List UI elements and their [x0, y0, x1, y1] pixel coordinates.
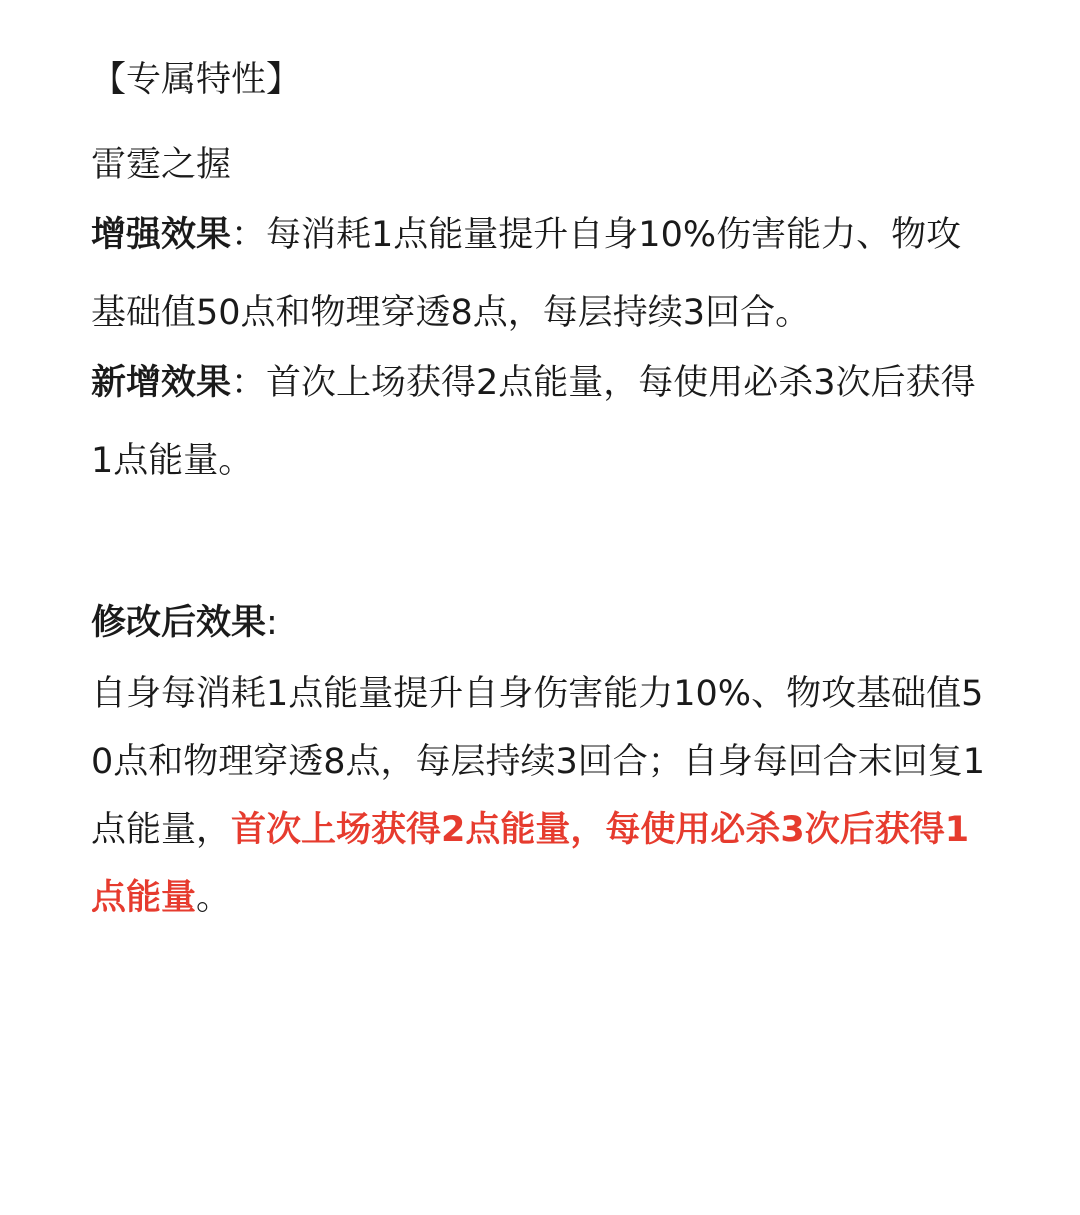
skill-name: 雷霆之握 — [91, 145, 232, 185]
modified-effect-text: 自身每消耗1点能量提升自身伤害能力10%、物攻基础值50点和物理穿透8点，每层持续3回合；自身每回合末回复1点能量， — [91, 674, 986, 850]
enhance-effect-separator: ： — [231, 215, 267, 255]
enhance-effect-label: 增强效果 — [91, 215, 232, 255]
new-effect-paragraph — [91, 344, 991, 500]
modified-effect-label: 修改后效果 — [91, 603, 267, 643]
new-effect-text: 首次上场获得2点能量，每使用必杀3次后获得1点能量。 — [91, 363, 976, 481]
modified-effect-end: 。 — [196, 878, 232, 918]
modified-effect-highlight: 首次上场获得2点能量，每使用必杀3次后获得1点能量 — [91, 810, 970, 918]
new-effect-label: 新增效果 — [91, 363, 232, 403]
modified-effect-paragraph — [91, 660, 991, 932]
modified-effect-separator: : — [266, 603, 278, 643]
enhance-effect-paragraph — [91, 196, 991, 352]
modified-effect-heading — [91, 595, 278, 651]
enhance-effect-text: 每消耗1点能量提升自身10%伤害能力、物攻基础值50点和物理穿透8点，每层持续3回合。 — [91, 215, 962, 333]
new-effect-separator: ： — [231, 363, 267, 403]
section-title: 【专属特性】 — [91, 60, 302, 100]
